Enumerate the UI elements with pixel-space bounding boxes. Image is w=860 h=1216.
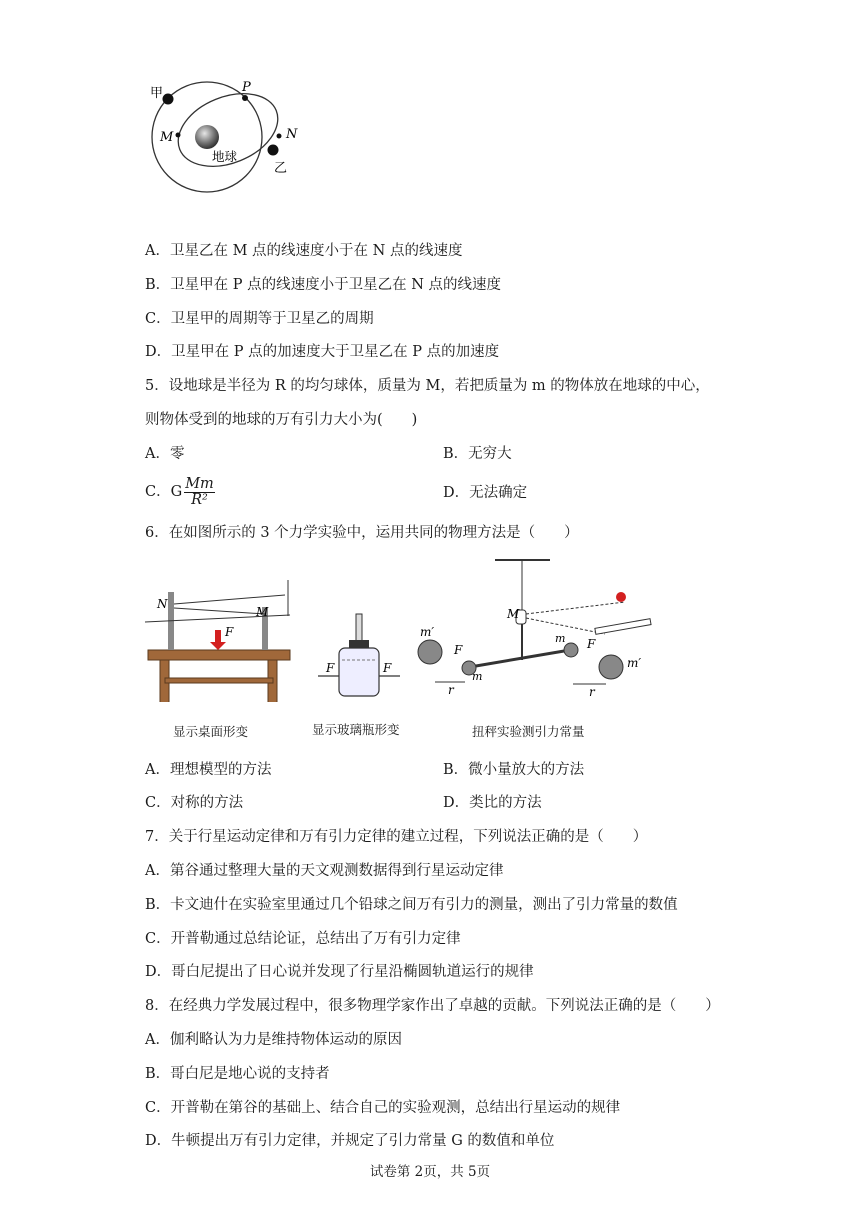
q5-option-d: D．无法确定 bbox=[443, 485, 528, 501]
q6-option-d: D．类比的方法 bbox=[443, 795, 542, 811]
q5-option-c-prefix: C．G bbox=[145, 484, 183, 500]
force-arrow-icon bbox=[210, 642, 226, 650]
orbit-figure bbox=[140, 75, 310, 195]
label-f-right: F bbox=[383, 661, 392, 675]
satellite-yi bbox=[268, 145, 279, 156]
q6-stem: 6．在如图所示的 3 个力学实验中，运用共同的物理方法是（ ） bbox=[145, 525, 579, 541]
q5-option-b: B．无穷大 bbox=[443, 446, 512, 462]
q5-stem-line1: 5．设地球是半径为 R 的均匀球体，质量为 M，若把质量为 m 的物体放在地球的中心， bbox=[145, 378, 710, 394]
force-arrow-shaft bbox=[215, 630, 221, 642]
light-ray-2 bbox=[174, 595, 285, 604]
torsion-rod bbox=[470, 650, 570, 667]
label-p: P bbox=[242, 80, 251, 95]
point-p bbox=[242, 95, 248, 101]
q4-option-d: D．卫星甲在 P 点的加速度大于卫星乙在 P 点的加速度 bbox=[145, 344, 500, 360]
caption-bottle: 显示玻璃瓶形变 bbox=[312, 722, 400, 737]
table-crossbar bbox=[165, 678, 273, 683]
q6-option-b: B．微小量放大的方法 bbox=[443, 762, 585, 778]
q8-option-c: C．开普勒在第谷的基础上、结合自己的实验观测，总结出行星运动的规律 bbox=[145, 1100, 621, 1116]
label-f-left: F bbox=[326, 661, 335, 675]
large-ball-left bbox=[418, 640, 442, 664]
page-footer: 试卷第 2页，共 5页 bbox=[369, 1164, 491, 1180]
label-m-prime-right: m′ bbox=[627, 656, 642, 670]
label-n: N bbox=[157, 597, 168, 611]
q7-option-c: C．开普勒通过总结论证，总结出了万有引力定律 bbox=[145, 931, 461, 947]
earth-icon bbox=[195, 125, 219, 149]
caption-desk: 显示桌面形变 bbox=[173, 724, 249, 739]
label-m-prime-left: m′ bbox=[420, 625, 435, 639]
point-n bbox=[277, 134, 282, 139]
reflected-beam bbox=[526, 618, 605, 634]
q4-option-b: B．卫星甲在 P 点的线速度小于卫星乙在 N 点的线速度 bbox=[145, 277, 502, 293]
elliptical-orbit bbox=[167, 80, 288, 180]
label-r-right: r bbox=[589, 685, 595, 699]
q8-stem: 8．在经典力学发展过程中，很多物理学家作出了卓越的贡献。下列说法正确的是（ ） bbox=[145, 998, 720, 1014]
q6-option-c: C．对称的方法 bbox=[145, 795, 244, 811]
bottle-tube bbox=[356, 614, 362, 644]
label-f-left-ball: F bbox=[454, 643, 463, 657]
experiments-diagram bbox=[140, 552, 660, 702]
q4-option-a: A．卫星乙在 M 点的线速度小于在 N 点的线速度 bbox=[145, 243, 463, 259]
glass-bottle bbox=[339, 648, 379, 696]
label-small-m-right: m bbox=[555, 632, 566, 645]
q8-option-b: B．哥白尼是地心说的支持者 bbox=[145, 1066, 330, 1082]
label-torsion-m: M bbox=[507, 607, 520, 621]
label-earth: 地球 bbox=[212, 149, 238, 164]
q8-option-d: D．牛顿提出万有引力定律，并规定了引力常量 G 的数值和单位 bbox=[145, 1133, 555, 1149]
light-ray-3 bbox=[174, 608, 265, 614]
scale-ruler bbox=[595, 619, 651, 635]
q7-option-a: A．第谷通过整理大量的天文观测数据得到行星运动定律 bbox=[145, 863, 504, 879]
label-f-right-ball: F bbox=[587, 637, 596, 651]
light-beam bbox=[526, 602, 625, 614]
lamp-icon bbox=[616, 592, 626, 602]
small-ball-right bbox=[564, 643, 578, 657]
q6-figure bbox=[140, 552, 660, 702]
label-r-left: r bbox=[448, 683, 454, 697]
q7-option-b: B．卡文迪什在实验室里通过几个铅球之间万有引力的测量，测出了引力常量的数值 bbox=[145, 897, 678, 913]
q5-stem-line2: 则物体受到的地球的万有引力大小为( ) bbox=[145, 412, 418, 428]
large-ball-right bbox=[599, 655, 623, 679]
q4-option-c: C．卫星甲的周期等于卫星乙的周期 bbox=[145, 311, 374, 327]
q7-option-d: D．哥白尼提出了日心说并发现了行星沿椭圆轨道运行的规律 bbox=[145, 964, 534, 980]
fraction-denominator: R² bbox=[191, 491, 208, 508]
label-f: F bbox=[225, 625, 234, 639]
fraction-numerator: Mm bbox=[185, 475, 214, 492]
label-m: M bbox=[256, 605, 269, 619]
caption-torsion: 扭秤实验测引力常量 bbox=[472, 724, 585, 739]
point-m bbox=[176, 133, 181, 138]
table-top bbox=[148, 650, 290, 660]
label-m: M bbox=[160, 130, 174, 145]
q8-option-a: A．伽利略认为力是维持物体运动的原因 bbox=[145, 1032, 402, 1048]
q6-option-a: A．理想模型的方法 bbox=[145, 762, 272, 778]
label-yi: 乙 bbox=[274, 161, 288, 176]
orbit-diagram bbox=[140, 75, 310, 195]
fraction bbox=[184, 477, 215, 508]
label-jia: 甲 bbox=[150, 86, 164, 101]
bottle-cap bbox=[349, 640, 369, 648]
label-small-m-left: m bbox=[472, 670, 483, 683]
q5-option-a: A．零 bbox=[145, 446, 185, 462]
q5-option-c bbox=[145, 474, 215, 510]
q7-stem: 7．关于行星运动定律和万有引力定律的建立过程，下列说法正确的是（ ） bbox=[145, 829, 648, 845]
satellite-jia bbox=[163, 94, 174, 105]
label-n: N bbox=[286, 127, 298, 142]
